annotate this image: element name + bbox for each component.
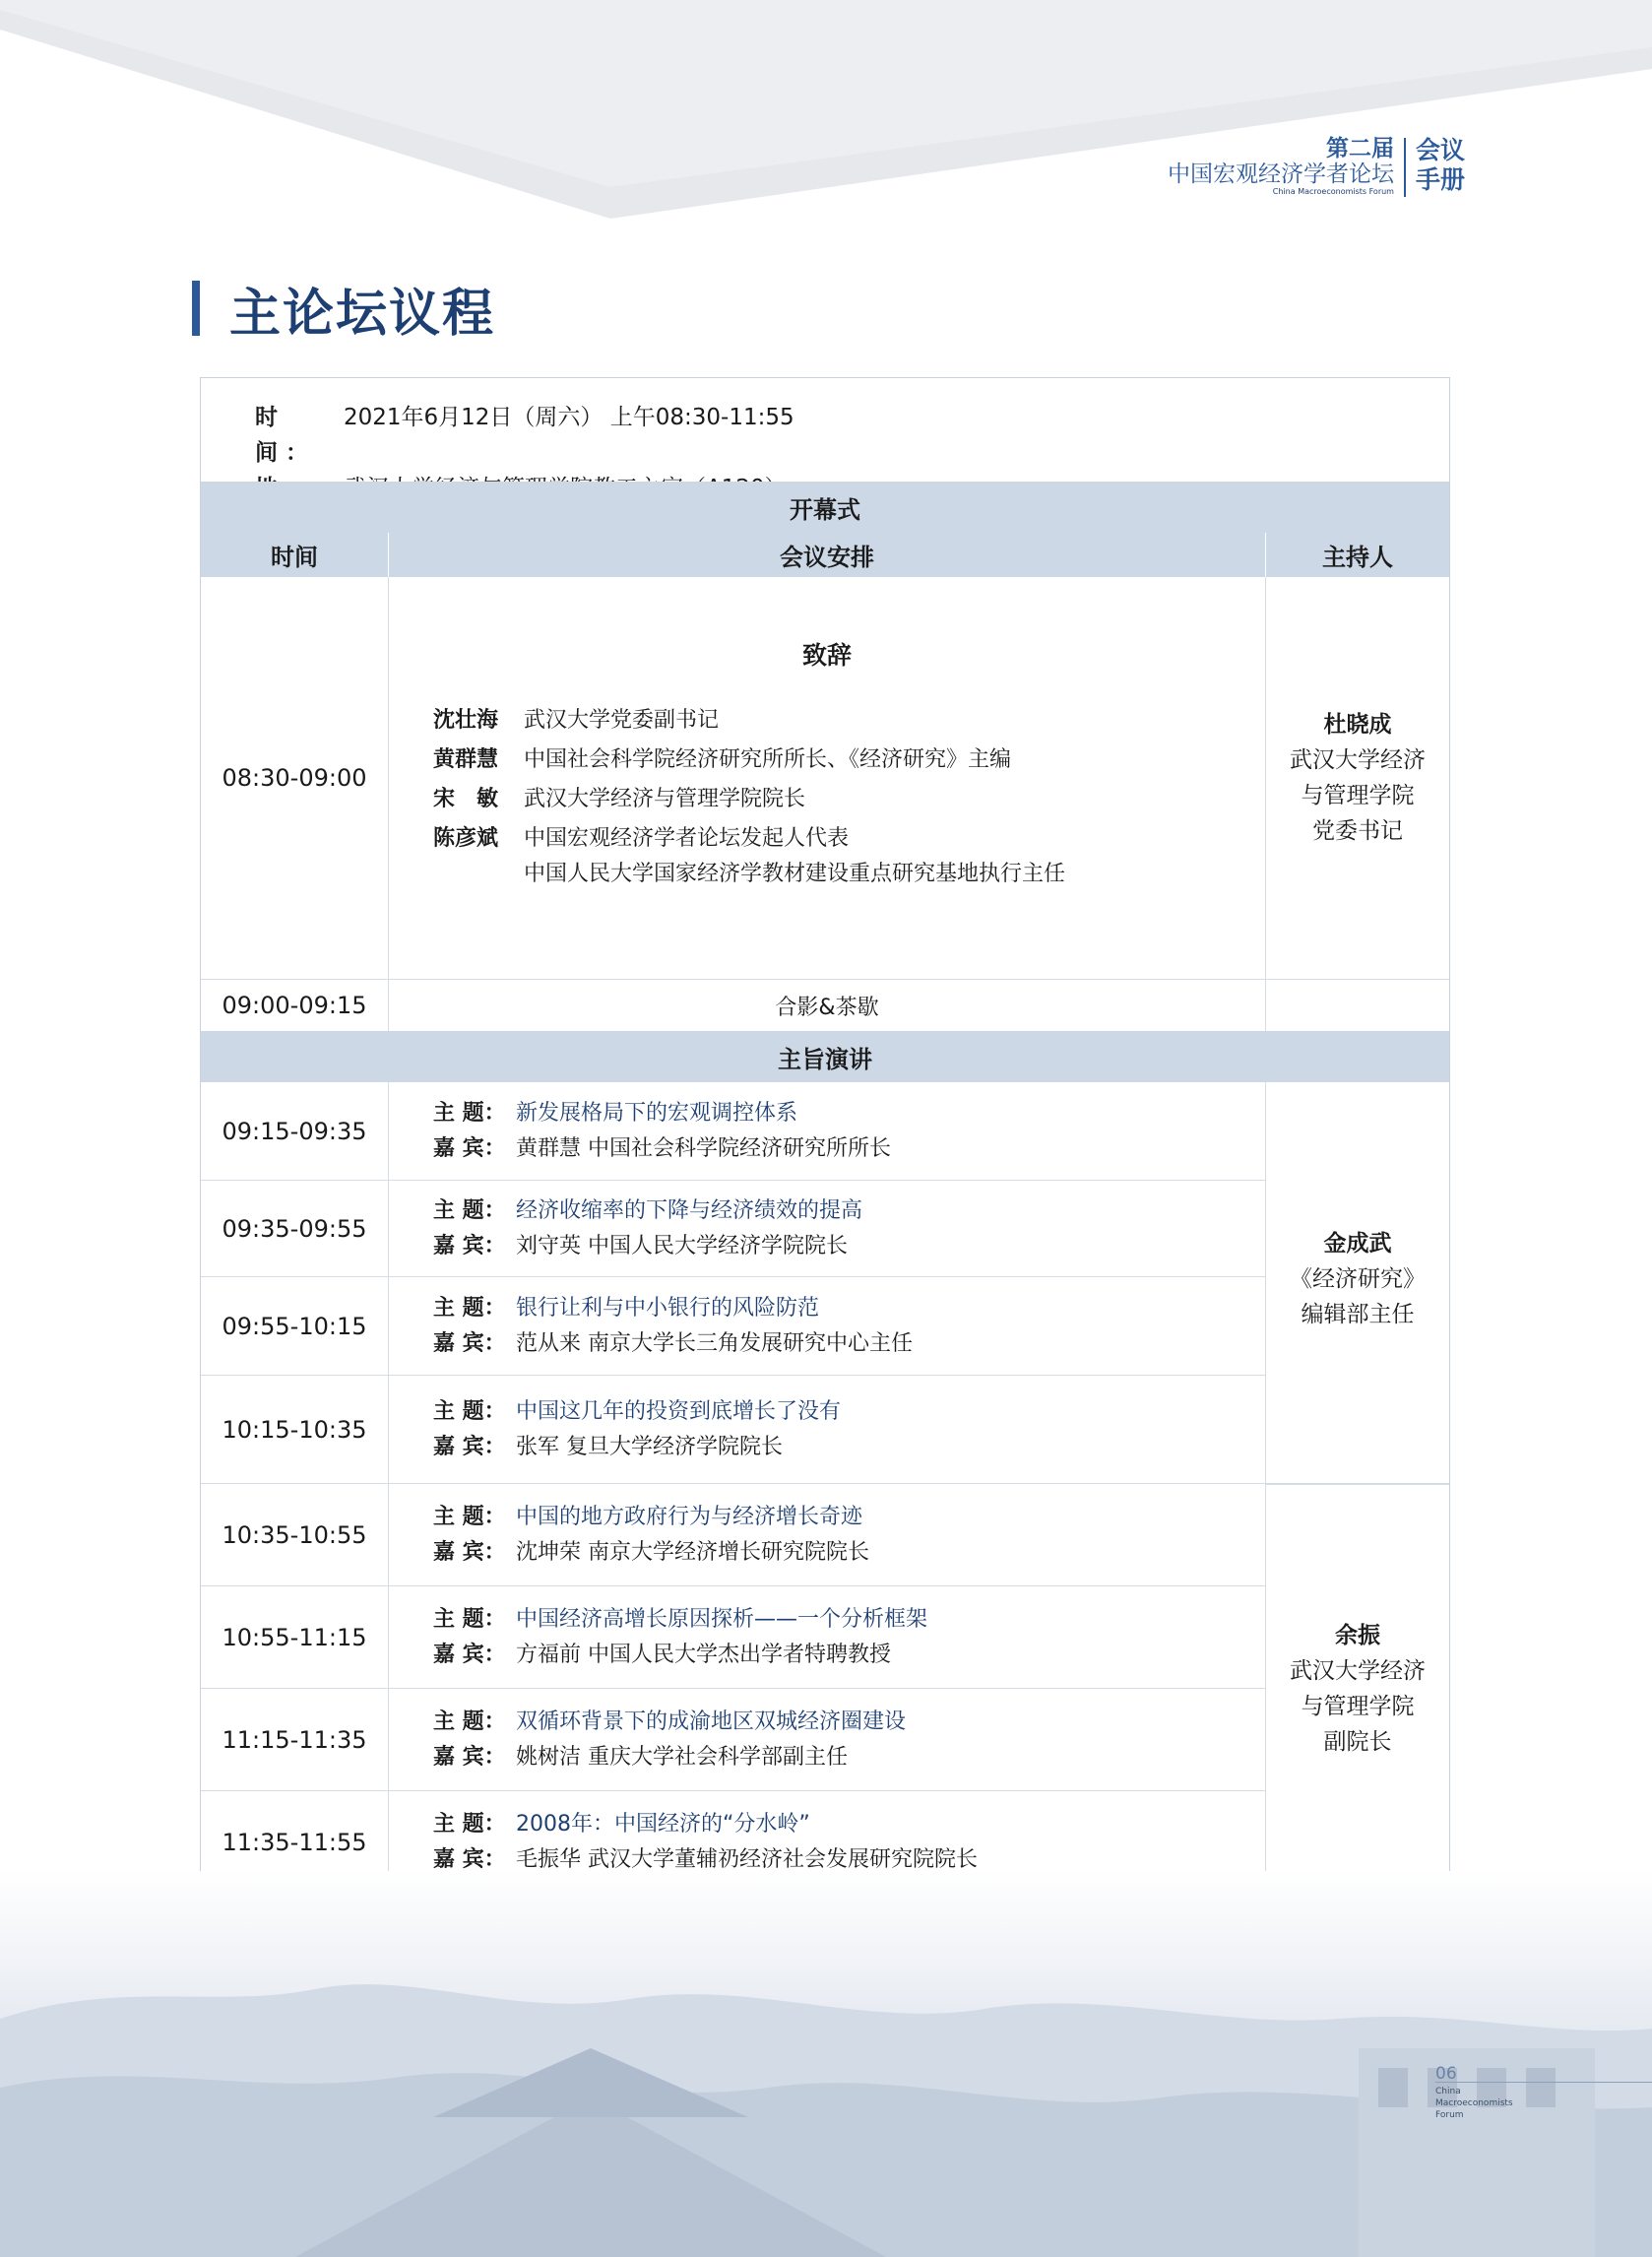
break-time: 09:00-09:15: [222, 992, 367, 1019]
row-divider: [201, 1180, 1265, 1181]
page-title: 主论坛议程: [229, 284, 496, 344]
talk-guest-line: [433, 1535, 869, 1571]
host-title: 武汉大学经济: [1290, 1658, 1426, 1684]
host-title: 党委书记: [1312, 818, 1403, 844]
talk-guest: 毛振华 武汉大学董辅礽经济社会发展研究院院长: [516, 1846, 978, 1872]
talk-detail: [433, 1291, 913, 1362]
talk-time: 11:35-11:55: [222, 1828, 367, 1856]
speaker-role: 武汉大学经济与管理学院院长: [524, 787, 806, 811]
talk-detail: [433, 1193, 862, 1264]
speaker-role: 中国社会科学院经济研究所所长、《经济研究》主编: [524, 747, 1012, 772]
host-name: 余振: [1335, 1623, 1380, 1648]
talk-topic-line: [433, 1500, 869, 1535]
opening-band: 开幕式: [201, 482, 1449, 533]
talk-detail: [433, 1394, 841, 1465]
opening-time: 08:30-09:00: [222, 764, 367, 792]
talk-detail: [433, 1807, 978, 1878]
talk-topic-line: [433, 1394, 841, 1430]
talk-topic-line: [433, 1807, 978, 1842]
agenda-table: [200, 377, 1450, 1894]
talk-topic: 银行让利与中小银行的风险防范: [516, 1296, 820, 1321]
talk-detail: [433, 1705, 906, 1775]
talk-guest-line: [433, 1131, 891, 1167]
talk-time: 09:15-09:35: [222, 1118, 367, 1145]
time-label: 时 间：: [255, 405, 316, 466]
campus-illustration: [0, 1871, 1652, 2257]
topic-label: 主 题：: [433, 1811, 506, 1837]
talk-guest: 沈坤荣 南京大学经济增长研究院院长: [516, 1540, 869, 1565]
column-divider: [1265, 1082, 1266, 1894]
speaker-name: [433, 855, 524, 894]
topic-label: 主 题：: [433, 1101, 506, 1126]
talk-topic-line: [433, 1193, 862, 1229]
talk-topic-line: [433, 1291, 913, 1326]
speaker-name: 陈彦斌: [433, 826, 499, 851]
host-title: 武汉大学经济: [1290, 747, 1426, 773]
header-divider: [1265, 533, 1266, 577]
talk-topic: 2008年：中国经济的“分水岭”: [516, 1811, 810, 1837]
talk-detail: [433, 1096, 891, 1167]
speaker-row: [433, 819, 1065, 859]
talk-guest: 黄群慧 中国社会科学院经济研究所所长: [516, 1136, 891, 1161]
row-divider: [201, 1688, 1265, 1689]
col-header-agenda: 会议安排: [389, 533, 1265, 577]
topic-label: 主 题：: [433, 1709, 506, 1734]
talk-topic: 经济收缩率的下降与经济绩效的提高: [516, 1198, 863, 1223]
opening-host: [1266, 577, 1449, 979]
speaker-name: 黄群慧: [433, 747, 499, 772]
speaker-row: [433, 855, 1065, 894]
brand-forum-name: 中国宏观经济学者论坛: [1167, 161, 1394, 187]
brand-handbook-line1: 会议: [1415, 136, 1465, 164]
talk-topic-line: [433, 1602, 927, 1638]
talk-guest-line: [433, 1229, 862, 1264]
col-header-time: 时间: [201, 533, 388, 577]
topic-label: 主 题：: [433, 1607, 506, 1632]
footer-forum-en: [1435, 2086, 1554, 2121]
column-divider: [388, 1082, 389, 1894]
talk-guest: 刘守英 中国人民大学经济学院院长: [516, 1234, 848, 1258]
speaker-role: 武汉大学党委副书记: [524, 708, 720, 733]
speaker-row: [433, 780, 1065, 819]
guest-label: 嘉 宾：: [433, 1234, 506, 1258]
topic-label: 主 题：: [433, 1198, 506, 1223]
talk-guest-line: [433, 1740, 906, 1775]
brand-forum-en: China Macroeconomists Forum: [1272, 187, 1394, 196]
guest-label: 嘉 宾：: [433, 1846, 506, 1872]
forum-brand: [1168, 136, 1465, 197]
row-divider: [201, 1276, 1265, 1277]
talk-time: 10:55-11:15: [222, 1624, 367, 1651]
talk-time: 11:15-11:35: [222, 1726, 367, 1754]
host-name: 杜晓成: [1323, 712, 1392, 738]
host-title: 与管理学院: [1301, 1694, 1415, 1719]
host-title: 副院长: [1323, 1729, 1392, 1755]
talk-topic-line: [433, 1096, 891, 1131]
talk-topic: 双循环背景下的成渝地区双城经济圈建设: [516, 1709, 907, 1734]
talk-topic: 新发展格局下的宏观调控体系: [516, 1101, 798, 1126]
topic-label: 主 题：: [433, 1399, 506, 1424]
time-value: 2021年6月12日（周六） 上午08:30-11:55: [344, 405, 794, 430]
talk-guest-line: [433, 1638, 927, 1673]
guest-label: 嘉 宾：: [433, 1136, 506, 1161]
footer-en-line: China: [1435, 2087, 1461, 2096]
page-number: 06: [1435, 2064, 1457, 2084]
talk-detail: [433, 1602, 927, 1673]
talk-topic-line: [433, 1705, 906, 1740]
talk-guest: 张军 复旦大学经济学院院长: [516, 1435, 783, 1459]
host-name: 金成武: [1323, 1231, 1392, 1257]
host-title: 编辑部主任: [1301, 1302, 1415, 1327]
topic-label: 主 题：: [433, 1505, 506, 1529]
speaker-name: 宋 敏: [433, 787, 499, 811]
speech-title: 致辞: [801, 641, 852, 670]
keynote-band: 主旨演讲: [201, 1031, 1449, 1082]
brand-edition: 第二届: [1325, 136, 1394, 161]
keynote-host-2: [1266, 1485, 1449, 1893]
speaker-row: [433, 701, 1065, 741]
speaker-row: [433, 741, 1065, 780]
talk-topic: 中国的地方政府行为与经济增长奇迹: [516, 1505, 863, 1529]
talk-detail: [433, 1500, 869, 1571]
speaker-name: 沈壮海: [433, 708, 499, 733]
talk-time: 09:55-10:15: [222, 1313, 367, 1340]
speaker-role: 中国人民大学国家经济学教材建设重点研究基地执行主任: [524, 862, 1066, 886]
guest-label: 嘉 宾：: [433, 1331, 506, 1356]
talk-guest-line: [433, 1326, 913, 1362]
keynote-host-1: [1266, 1082, 1449, 1476]
row-divider: [201, 1585, 1265, 1586]
guest-label: 嘉 宾：: [433, 1745, 506, 1770]
talk-time: 10:15-10:35: [222, 1416, 367, 1444]
speaker-list: [433, 701, 1065, 894]
host-title: 《经济研究》: [1290, 1266, 1426, 1292]
page-title-block: [192, 278, 496, 344]
guest-label: 嘉 宾：: [433, 1643, 506, 1667]
talk-guest: 方福前 中国人民大学杰出学者特聘教授: [516, 1643, 891, 1667]
speaker-role: 中国宏观经济学者论坛发起人代表: [524, 826, 850, 851]
guest-label: 嘉 宾：: [433, 1540, 506, 1565]
row-divider: [201, 1375, 1265, 1376]
topic-label: 主 题：: [433, 1296, 506, 1321]
footer-rule: [1435, 2082, 1652, 2083]
title-accent-bar: [192, 281, 200, 336]
talk-time: 10:35-10:55: [222, 1521, 367, 1549]
header-divider: [388, 533, 389, 577]
talk-topic: 中国这几年的投资到底增长了没有: [516, 1399, 842, 1424]
col-header-host: 主持人: [1266, 533, 1449, 577]
host-title: 与管理学院: [1301, 783, 1415, 808]
guest-label: 嘉 宾：: [433, 1435, 506, 1459]
row-divider: [201, 1790, 1265, 1791]
talk-guest: 姚树洁 重庆大学社会科学部副主任: [516, 1745, 848, 1770]
talk-guest-line: [433, 1430, 841, 1465]
brand-handbook-line2: 手册: [1415, 165, 1465, 194]
footer-en-line: Macroeconomists: [1435, 2098, 1513, 2108]
talk-topic: 中国经济高增长原因探析——一个分析框架: [516, 1607, 928, 1632]
talk-time: 09:35-09:55: [222, 1215, 367, 1243]
talk-guest: 范从来 南京大学长三角发展研究中心主任: [516, 1331, 913, 1356]
footer-en-line: Forum: [1435, 2110, 1464, 2120]
break-label: 合影&茶歇: [775, 995, 879, 1020]
